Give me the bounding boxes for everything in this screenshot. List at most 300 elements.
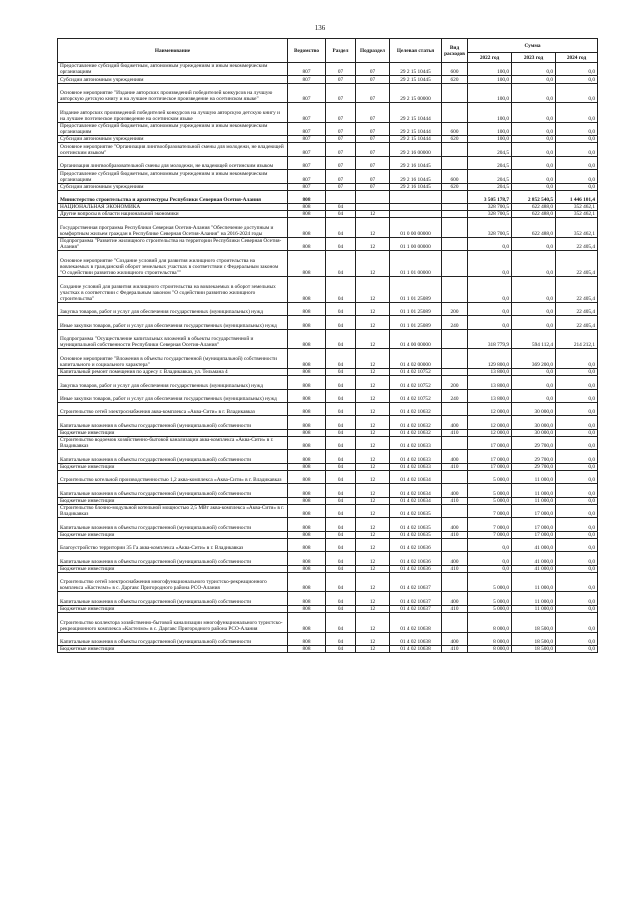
row-ministry: 808 — [288, 613, 326, 633]
table-row — [58, 136, 598, 143]
table-row — [58, 436, 598, 449]
row-target: 01 4 02 10632 — [390, 402, 442, 415]
row-ministry: 808 — [288, 632, 326, 645]
row-section: 04 — [326, 238, 356, 251]
row-name: Бюджетные инвестиции — [58, 565, 288, 572]
table-row — [58, 122, 598, 135]
row-subsection: 07 — [356, 143, 390, 156]
row-sum-2024: 0,0 — [556, 103, 598, 123]
row-sum-2024: 352 462,1 — [556, 204, 598, 211]
row-sum-2024: 0,0 — [556, 592, 598, 605]
row-target: 01 4 02 10633 — [390, 450, 442, 463]
row-ministry: 808 — [288, 303, 326, 316]
row-sum-2023: 29 700,0 — [512, 450, 556, 463]
row-sum-2024: 0,0 — [556, 463, 598, 470]
row-sum-2022: 13 800,0 — [468, 369, 512, 376]
row-name: Строительство водоемов хозяйственно-бытовой канализации аква-комплекса «Аква-Сити» в г. Владикавказ — [58, 436, 288, 449]
table-row — [58, 316, 598, 329]
row-ministry: 807 — [288, 122, 326, 135]
row-target: 01 1 01 25089 — [390, 316, 442, 329]
row-expense-type: 400 — [442, 552, 468, 565]
row-sum-2023: 11 000,0 — [512, 592, 556, 605]
row-target: 01 4 02 10636 — [390, 538, 442, 551]
row-target: 01 4 00 00000 — [390, 329, 442, 349]
row-target: 01 1 01 25089 — [390, 303, 442, 316]
table-row — [58, 592, 598, 605]
row-name: Министерство строительства и архитектуры Республики Северная Осетия-Алания — [58, 190, 288, 203]
row-sum-2022: 13 800,0 — [468, 389, 512, 402]
row-sum-2024: 0,0 — [556, 565, 598, 572]
row-subsection: 07 — [356, 183, 390, 190]
row-subsection: 12 — [356, 538, 390, 551]
row-sum-2023: 0,0 — [512, 389, 556, 402]
row-subsection: 12 — [356, 552, 390, 565]
table-row — [58, 470, 598, 483]
row-expense-type — [442, 83, 468, 103]
row-name: Иные закупки товаров, работ и услуг для обеспечения государственных (муниципальных) нужд — [58, 316, 288, 329]
row-sum-2023: 18 500,0 — [512, 613, 556, 633]
row-subsection — [356, 190, 390, 203]
row-sum-2023: 0,0 — [512, 303, 556, 316]
row-sum-2023: 2 852 540,5 — [512, 190, 556, 203]
row-target: 29 2 16 10445 — [390, 156, 442, 169]
table-row — [58, 204, 598, 211]
row-subsection: 12 — [356, 369, 390, 376]
row-sum-2023: 41 000,0 — [512, 565, 556, 572]
row-sum-2022: 204,5 — [468, 183, 512, 190]
row-ministry: 808 — [288, 497, 326, 504]
row-sum-2023: 0,0 — [512, 156, 556, 169]
row-target: 29 2 15 10444 — [390, 103, 442, 123]
row-expense-type: 400 — [442, 416, 468, 429]
row-expense-type: 400 — [442, 450, 468, 463]
row-ministry: 808 — [288, 190, 326, 203]
row-target: 29 2 15 00000 — [390, 83, 442, 103]
row-sum-2024: 22 405,4 — [556, 316, 598, 329]
row-sum-2022: 0,0 — [468, 552, 512, 565]
row-expense-type: 620 — [442, 136, 468, 143]
row-section: 07 — [326, 76, 356, 83]
row-sum-2023: 0,0 — [512, 251, 556, 277]
row-expense-type — [442, 143, 468, 156]
row-sum-2023: 17 000,0 — [512, 518, 556, 531]
row-expense-type — [442, 211, 468, 218]
table-row — [58, 538, 598, 551]
row-sum-2024: 0,0 — [556, 645, 598, 652]
row-sum-2023: 0,0 — [512, 316, 556, 329]
row-expense-type: 410 — [442, 429, 468, 436]
table-row — [58, 63, 598, 76]
row-sum-2023: 0,0 — [512, 170, 556, 183]
row-name: Предоставление субсидий бюджетным, автономным учреждениям и иным некоммерческим организациям — [58, 122, 288, 135]
row-sum-2022: 204,5 — [468, 143, 512, 156]
table-row — [58, 156, 598, 169]
table-row — [58, 504, 598, 517]
header-2024: 2024 год — [556, 53, 598, 63]
row-expense-type: 400 — [442, 518, 468, 531]
row-ministry: 808 — [288, 376, 326, 389]
row-sum-2022: 5 000,0 — [468, 484, 512, 497]
row-name: Бюджетные инвестиции — [58, 429, 288, 436]
row-sum-2023: 11 000,0 — [512, 572, 556, 592]
table-row — [58, 376, 598, 389]
row-sum-2023: 30 000,0 — [512, 402, 556, 415]
header-subsection: Подраздел — [356, 39, 390, 63]
row-ministry: 808 — [288, 565, 326, 572]
row-expense-type: 410 — [442, 531, 468, 538]
row-ministry: 807 — [288, 156, 326, 169]
row-sum-2024: 0,0 — [556, 83, 598, 103]
row-name: Строительство сетей электроснабжения многофункционального туристско-рекреационного комплекса «Кастелмэ» в с. Даргавс Пригородного района РСО-Алания — [58, 572, 288, 592]
row-section: 04 — [326, 632, 356, 645]
row-subsection: 12 — [356, 211, 390, 218]
row-ministry: 808 — [288, 450, 326, 463]
row-ministry: 808 — [288, 277, 326, 303]
row-sum-2024: 22 405,4 — [556, 277, 598, 303]
row-sum-2024: 214 212,1 — [556, 329, 598, 349]
table-row — [58, 632, 598, 645]
row-target: 01 4 02 10632 — [390, 429, 442, 436]
row-section: 04 — [326, 538, 356, 551]
row-ministry: 808 — [288, 429, 326, 436]
row-expense-type — [442, 277, 468, 303]
row-subsection: 12 — [356, 463, 390, 470]
row-sum-2023: 622 488,0 — [512, 211, 556, 218]
budget-table — [57, 38, 598, 653]
row-section: 04 — [326, 204, 356, 211]
row-name: Капитальные вложения в объекты государственной (муниципальной) собственности — [58, 632, 288, 645]
row-target — [390, 211, 442, 218]
row-sum-2022: 12 000,0 — [468, 402, 512, 415]
row-name: Основное мероприятие "Издание авторских произведений победителей конкурсов на лучшую авторскую детскую книгу и на лучшее поэтическое произведение на осетинском языке" — [58, 83, 288, 103]
row-name: Строительство котельной производственностью 1,2 аква-комплекса «Аква-Сити» в г. Владикавказ — [58, 470, 288, 483]
row-sum-2024: 0,0 — [556, 416, 598, 429]
row-sum-2022: 5 000,0 — [468, 497, 512, 504]
row-sum-2023: 0,0 — [512, 376, 556, 389]
row-subsection: 12 — [356, 436, 390, 449]
row-sum-2023: 11 000,0 — [512, 605, 556, 612]
row-ministry: 808 — [288, 329, 326, 349]
row-expense-type — [442, 369, 468, 376]
table-row — [58, 251, 598, 277]
row-target: 01 0 00 00000 — [390, 218, 442, 238]
row-sum-2023: 0,0 — [512, 277, 556, 303]
row-subsection: 12 — [356, 303, 390, 316]
row-sum-2022: 7 000,0 — [468, 504, 512, 517]
row-name: Издание авторских произведений победителей конкурсов на лучшую авторскую детскую книгу и на лучшее поэтическое произведение на осетинском языке — [58, 103, 288, 123]
row-sum-2022: 100,0 — [468, 136, 512, 143]
row-sum-2024: 0,0 — [556, 504, 598, 517]
row-sum-2023: 29 700,0 — [512, 463, 556, 470]
row-sum-2022: 17 000,0 — [468, 436, 512, 449]
row-subsection: 12 — [356, 349, 390, 369]
row-expense-type — [442, 572, 468, 592]
row-ministry: 807 — [288, 170, 326, 183]
row-name: Основное мероприятие "Создание условий для развития жилищного строительства на вовлекаемых в гражданский оборот земельных участках в соответствии с Федеральным законом "О содействии развитию жилищного строительства"" — [58, 251, 288, 277]
row-expense-type — [442, 613, 468, 633]
row-sum-2024: 352 462,1 — [556, 211, 598, 218]
row-sum-2023: 11 000,0 — [512, 470, 556, 483]
row-expense-type — [442, 156, 468, 169]
row-sum-2023: 0,0 — [512, 238, 556, 251]
row-name: Строительство блочно-модульной котельной мощностью 2,5 МВт аква-комплекса «Аква-Сити» в г. Владикавказ — [58, 504, 288, 517]
row-subsection — [356, 204, 390, 211]
row-sum-2022: 0,0 — [468, 251, 512, 277]
row-sum-2024: 0,0 — [556, 436, 598, 449]
header-section: Раздел — [326, 39, 356, 63]
row-sum-2022: 12 000,0 — [468, 416, 512, 429]
row-ministry: 807 — [288, 63, 326, 76]
row-target: 01 4 02 10634 — [390, 484, 442, 497]
row-expense-type — [442, 402, 468, 415]
row-name: Подпрограмма "Осуществление капитальных вложений в объекты государственной и муниципальной собственности Республики Северная Осетия-Алания" — [58, 329, 288, 349]
row-section: 07 — [326, 156, 356, 169]
row-sum-2024: 0,0 — [556, 122, 598, 135]
row-target: 01 4 02 10637 — [390, 592, 442, 605]
table-row — [58, 143, 598, 156]
table-row — [58, 170, 598, 183]
row-sum-2022: 0,0 — [468, 277, 512, 303]
row-ministry: 808 — [288, 463, 326, 470]
row-ministry: 808 — [288, 402, 326, 415]
row-sum-2022: 100,0 — [468, 76, 512, 83]
row-name: Строительство сетей электроснабжения аква-комплекса «Аква-Сити» в г. Владикавказ — [58, 402, 288, 415]
row-section: 04 — [326, 645, 356, 652]
row-expense-type: 600 — [442, 170, 468, 183]
row-expense-type: 400 — [442, 632, 468, 645]
row-section: 07 — [326, 63, 356, 76]
row-name: Субсидии автономным учреждениям — [58, 76, 288, 83]
row-sum-2023: 0,0 — [512, 143, 556, 156]
row-expense-type: 200 — [442, 376, 468, 389]
row-name: Подпрограмма "Развитие жилищного строительства на территории Республики Северная Осетия-Алания" — [58, 238, 288, 251]
row-name: НАЦИОНАЛЬНАЯ ЭКОНОМИКА — [58, 204, 288, 211]
table-row — [58, 565, 598, 572]
row-ministry: 808 — [288, 416, 326, 429]
row-expense-type — [442, 103, 468, 123]
row-target: 01 4 02 10636 — [390, 565, 442, 572]
row-expense-type — [442, 349, 468, 369]
table-row — [58, 190, 598, 203]
row-sum-2024: 22 405,4 — [556, 251, 598, 277]
row-subsection: 12 — [356, 402, 390, 415]
row-ministry: 807 — [288, 103, 326, 123]
row-sum-2024: 0,0 — [556, 136, 598, 143]
row-sum-2022: 5 000,0 — [468, 605, 512, 612]
row-sum-2022: 100,0 — [468, 63, 512, 76]
row-sum-2023: 622 488,0 — [512, 204, 556, 211]
row-sum-2023: 594 112,4 — [512, 329, 556, 349]
row-ministry: 808 — [288, 316, 326, 329]
row-expense-type — [442, 329, 468, 349]
table-row — [58, 218, 598, 238]
header-name: Наименование — [58, 39, 288, 63]
row-sum-2022: 8 000,0 — [468, 632, 512, 645]
row-sum-2024: 352 462,1 — [556, 218, 598, 238]
row-ministry: 807 — [288, 83, 326, 103]
row-sum-2022: 328 700,5 — [468, 218, 512, 238]
row-target: 01 4 02 10634 — [390, 497, 442, 504]
table-row — [58, 389, 598, 402]
page-number: 136 — [314, 24, 326, 32]
header-sum: Сумма — [468, 39, 598, 53]
row-section: 07 — [326, 143, 356, 156]
row-sum-2024: 0,0 — [556, 76, 598, 83]
row-sum-2023: 30 000,0 — [512, 416, 556, 429]
row-sum-2022: 5 000,0 — [468, 572, 512, 592]
row-target: 29 2 16 10445 — [390, 183, 442, 190]
table-row — [58, 572, 598, 592]
row-section: 04 — [326, 369, 356, 376]
row-section: 04 — [326, 349, 356, 369]
table-row — [58, 416, 598, 429]
header-target: Целевая статья — [390, 39, 442, 63]
row-sum-2023: 17 000,0 — [512, 504, 556, 517]
row-expense-type: 410 — [442, 497, 468, 504]
row-sum-2022: 100,0 — [468, 103, 512, 123]
row-sum-2024: 0,0 — [556, 613, 598, 633]
row-section: 07 — [326, 122, 356, 135]
row-ministry: 808 — [288, 645, 326, 652]
row-sum-2023: 0,0 — [512, 83, 556, 103]
row-subsection: 12 — [356, 470, 390, 483]
row-expense-type: 600 — [442, 122, 468, 135]
row-sum-2023: 18 500,0 — [512, 632, 556, 645]
row-ministry: 808 — [288, 572, 326, 592]
row-expense-type: 400 — [442, 484, 468, 497]
row-section: 04 — [326, 484, 356, 497]
row-expense-type — [442, 190, 468, 203]
row-subsection: 12 — [356, 613, 390, 633]
row-sum-2023: 11 000,0 — [512, 484, 556, 497]
row-section: 04 — [326, 429, 356, 436]
row-sum-2022: 0,0 — [468, 238, 512, 251]
row-name: Субсидии автономным учреждениям — [58, 183, 288, 190]
row-target: 01 4 02 10637 — [390, 572, 442, 592]
row-target: 01 4 02 10752 — [390, 369, 442, 376]
header-2023: 2023 год — [512, 53, 556, 63]
row-expense-type: 410 — [442, 645, 468, 652]
row-section: 04 — [326, 402, 356, 415]
row-sum-2022: 129 800,0 — [468, 349, 512, 369]
row-expense-type: 600 — [442, 63, 468, 76]
row-subsection: 12 — [356, 605, 390, 612]
row-subsection: 12 — [356, 645, 390, 652]
row-name: Бюджетные инвестиции — [58, 531, 288, 538]
row-target: 01 1 00 00000 — [390, 238, 442, 251]
row-section: 04 — [326, 389, 356, 402]
row-expense-type — [442, 251, 468, 277]
row-sum-2023: 18 500,0 — [512, 645, 556, 652]
row-ministry: 808 — [288, 531, 326, 538]
row-subsection: 07 — [356, 63, 390, 76]
row-sum-2024: 0,0 — [556, 429, 598, 436]
row-ministry: 807 — [288, 136, 326, 143]
row-section: 04 — [326, 463, 356, 470]
row-subsection: 12 — [356, 376, 390, 389]
row-target: 01 4 02 10638 — [390, 632, 442, 645]
table-row — [58, 277, 598, 303]
row-subsection: 12 — [356, 497, 390, 504]
row-name: Благоустройство территории 35 Га аква-комплекса «Аква-Сити» в г. Владикавказ — [58, 538, 288, 551]
row-sum-2024: 0,0 — [556, 369, 598, 376]
row-name: Предоставление субсидий бюджетным, автономным учреждениям и иным некоммерческим организациям — [58, 63, 288, 76]
row-target: 01 4 02 00000 — [390, 349, 442, 369]
header-ministry: Ведомство — [288, 39, 326, 63]
table-row — [58, 369, 598, 376]
row-ministry: 808 — [288, 484, 326, 497]
row-sum-2022: 328 700,5 — [468, 211, 512, 218]
row-ministry: 808 — [288, 504, 326, 517]
row-sum-2024: 0,0 — [556, 389, 598, 402]
row-ministry: 808 — [288, 552, 326, 565]
row-sum-2024: 22 405,4 — [556, 303, 598, 316]
row-name: Капитальный ремонт помещения по адресу г. Владикавказ, ул. Тельмана 4 — [58, 369, 288, 376]
row-target: 29 2 15 10444 — [390, 136, 442, 143]
row-subsection: 12 — [356, 316, 390, 329]
row-target: 01 4 02 10635 — [390, 531, 442, 538]
row-sum-2022: 100,0 — [468, 83, 512, 103]
table-row — [58, 531, 598, 538]
table-row — [58, 238, 598, 251]
row-name: Предоставление субсидий бюджетным, автономным учреждениям и иным некоммерческим организациям — [58, 170, 288, 183]
row-subsection: 12 — [356, 218, 390, 238]
row-sum-2024: 0,0 — [556, 376, 598, 389]
row-target: 01 4 02 10638 — [390, 613, 442, 633]
row-section: 04 — [326, 605, 356, 612]
row-sum-2022: 3 505 178,7 — [468, 190, 512, 203]
row-subsection: 12 — [356, 429, 390, 436]
row-name: Организация лингвообразовательной смены для молодежи, не владеющей осетинским языком — [58, 156, 288, 169]
row-section: 07 — [326, 136, 356, 143]
row-sum-2023: 0,0 — [512, 103, 556, 123]
row-target — [390, 204, 442, 211]
row-expense-type: 400 — [442, 592, 468, 605]
row-sum-2023: 369 200,0 — [512, 349, 556, 369]
row-sum-2023: 11 000,0 — [512, 497, 556, 504]
row-subsection: 12 — [356, 565, 390, 572]
row-sum-2024: 0,0 — [556, 531, 598, 538]
row-sum-2022: 0,0 — [468, 316, 512, 329]
row-sum-2023: 0,0 — [512, 136, 556, 143]
table-row — [58, 183, 598, 190]
row-sum-2024: 0,0 — [556, 170, 598, 183]
row-sum-2022: 0,0 — [468, 538, 512, 551]
row-section: 04 — [326, 531, 356, 538]
row-section: 04 — [326, 450, 356, 463]
row-section: 04 — [326, 504, 356, 517]
row-sum-2022: 17 000,0 — [468, 450, 512, 463]
row-expense-type — [442, 470, 468, 483]
row-sum-2022: 5 000,0 — [468, 592, 512, 605]
row-target — [390, 190, 442, 203]
row-target: 01 1 01 25089 — [390, 277, 442, 303]
row-expense-type: 410 — [442, 463, 468, 470]
row-sum-2024: 0,0 — [556, 183, 598, 190]
row-expense-type — [442, 436, 468, 449]
row-sum-2024: 1 446 101,4 — [556, 190, 598, 203]
row-target: 01 4 02 10636 — [390, 552, 442, 565]
row-target: 01 4 02 10637 — [390, 605, 442, 612]
row-sum-2022: 204,5 — [468, 156, 512, 169]
row-sum-2022: 7 000,0 — [468, 531, 512, 538]
row-ministry: 808 — [288, 369, 326, 376]
row-ministry: 808 — [288, 204, 326, 211]
row-ministry: 808 — [288, 238, 326, 251]
table-row — [58, 329, 598, 349]
row-subsection: 07 — [356, 122, 390, 135]
row-sum-2024: 0,0 — [556, 450, 598, 463]
